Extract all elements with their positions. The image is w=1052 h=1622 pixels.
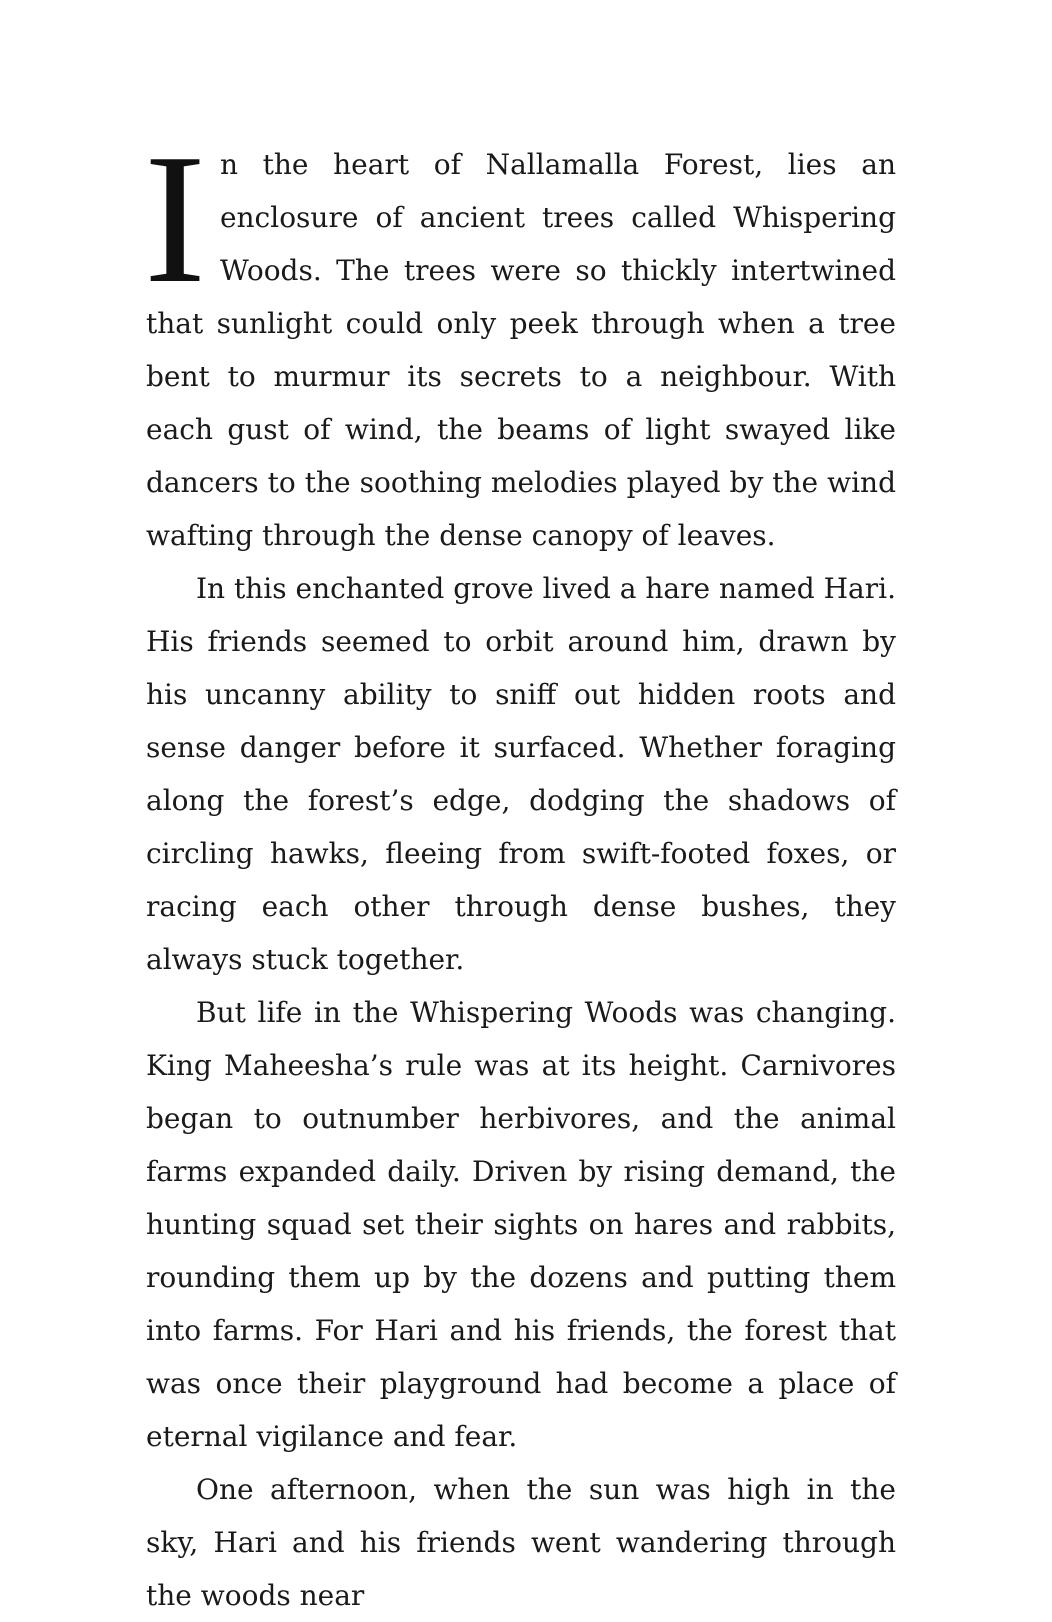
paragraph-1-text: n the heart of Nallamalla Forest, lies an enclosure of ancient trees called Whispering Woods. The trees were so thickly intertwined that sunlight could only peek through when a tree bent to murmur its secrets to a neighbour. With each gust of wind, the beams of light swayed like dancers to the soothing melodies played by the wind wafting through the dense canopy of leaves. bbox=[146, 148, 896, 552]
drop-cap: I bbox=[144, 116, 206, 322]
paragraph-3: But life in the Whispering Woods was changing. King Maheesha’s rule was at its height. Carnivores began to outnumber herbivores, and the animal farms expanded daily. Driven by rising demand, the hunting squad set their sights on hares and rabbits, rounding them up by the dozens and putting them into farms. For Hari and his friends, the forest that was once their playground had become a place of eternal vigilance and fear. bbox=[146, 996, 896, 1453]
story-text-block bbox=[144, 116, 896, 1622]
paragraph-1 bbox=[144, 116, 896, 562]
paragraph-2: In this enchanted grove lived a hare named Hari. His friends seemed to orbit around him, drawn by his uncanny ability to sniff out hidden roots and sense danger before it surfaced. Whether foraging along the forest’s edge, dodging the shadows of circling hawks, fleeing from swift-footed foxes, or racing each other through dense bushes, they always stuck together. bbox=[146, 572, 896, 976]
paragraph-4: One afternoon, when the sun was high in the sky, Hari and his friends went wandering through the woods near bbox=[146, 1473, 896, 1612]
